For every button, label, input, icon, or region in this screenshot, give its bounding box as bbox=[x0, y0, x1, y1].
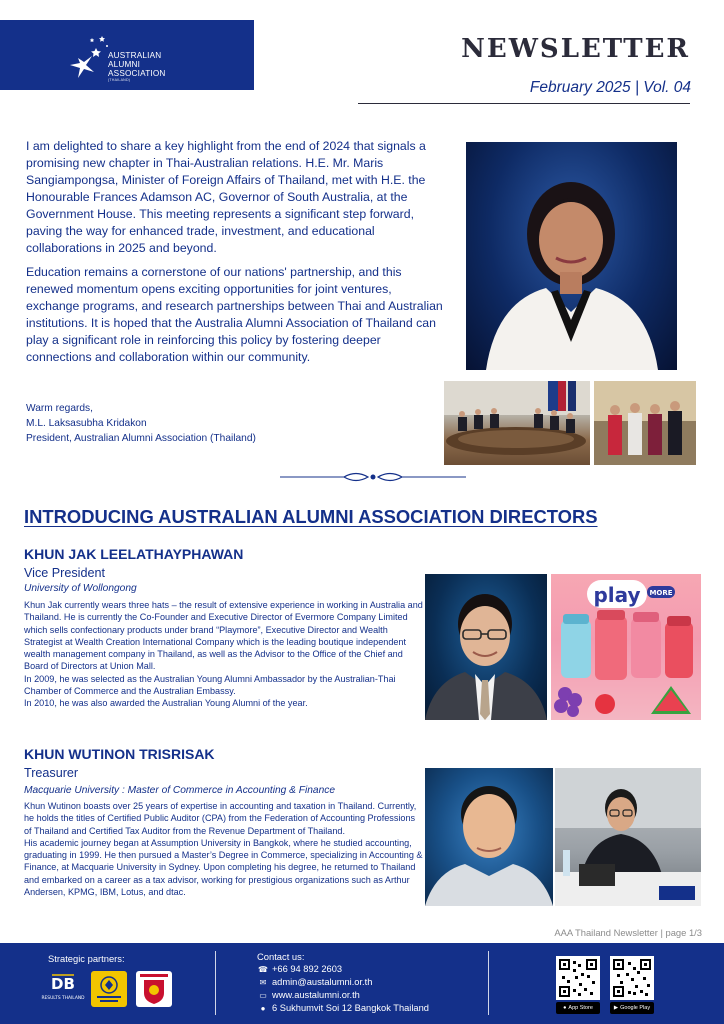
logo-line-2: ALUMNI bbox=[108, 60, 141, 69]
phone-text: +66 94 892 2603 bbox=[272, 964, 343, 974]
director-2-portrait-photo bbox=[425, 768, 553, 906]
director-1-university: University of Wollongong bbox=[24, 583, 137, 594]
regards-text: Warm regards, bbox=[26, 403, 93, 414]
play-triangle-icon: ▶ bbox=[613, 1005, 619, 1011]
contact-website[interactable] bbox=[258, 990, 360, 1000]
monitor-icon: ▭ bbox=[259, 990, 267, 1000]
southern-cross-logo-icon bbox=[64, 28, 108, 82]
signer-name: M.L. Laksasubha Kridakon bbox=[26, 418, 147, 429]
app-store-badge[interactable] bbox=[556, 1002, 600, 1014]
director-2-role: Treasurer bbox=[24, 766, 79, 780]
director-2-bio bbox=[24, 800, 424, 898]
directors-section-title: INTRODUCING AUSTRALIAN ALUMNI ASSOCIATION DIRECTORS bbox=[24, 506, 598, 527]
school-crest-partner-logo[interactable] bbox=[136, 971, 172, 1007]
message-paragraph-2: Education remains a cornerstone of our nations' partnership, and this renewed momentum opens exciting opportunities for joint ventures, exchange programs, and research partnerships between Thai and Australian institutions. It is hoped that the Australia Alumni Association of Thailand can play a significant role in reinforcing this policy by fostering deeper connections and collaboration within our community. bbox=[26, 265, 443, 364]
google-play-label: Google Play bbox=[620, 1005, 651, 1011]
contact-phone[interactable] bbox=[258, 964, 342, 974]
director-2-university: Macquarie University : Master of Commerce in Accounting & Finance bbox=[24, 785, 336, 796]
contact-label: Contact us: bbox=[257, 951, 305, 962]
phone-icon: ☎ bbox=[258, 964, 268, 974]
google-play-badge[interactable] bbox=[610, 1002, 654, 1014]
director-1-name: KHUN JAK LEELATHAYPHAWAN bbox=[24, 546, 244, 562]
group-photo bbox=[594, 381, 696, 465]
partners-label: Strategic partners: bbox=[48, 953, 125, 964]
app-store-qr-code[interactable] bbox=[556, 956, 600, 1000]
logo-sub: (THAILAND) bbox=[108, 78, 131, 82]
president-message bbox=[26, 138, 446, 366]
president-portrait-photo bbox=[466, 142, 677, 370]
director-2-bio-paragraph: Khun Wutinon boasts over 25 years of expertise in accounting and taxation in Thailand. Currently, he holds the titles of Certified Public Auditor (CPA) from the Federation of Accounting Professions of Thailand and Certified Tax Auditor from the Revenue Department of Thailand. bbox=[24, 801, 417, 836]
playmore-product-photo bbox=[551, 574, 701, 720]
location-pin-icon: ● bbox=[260, 1003, 266, 1013]
meeting-table-photo bbox=[444, 381, 590, 465]
app-store-label: App Store bbox=[568, 1005, 593, 1011]
product-brand-text: play bbox=[593, 583, 641, 607]
footer bbox=[0, 943, 724, 1024]
email-text: admin@austalumni.or.th bbox=[272, 977, 373, 987]
director-1-bio-paragraph: In 2010, he was also awarded the Australian Young Alumni of the year. bbox=[24, 698, 308, 709]
director-1-portrait-photo bbox=[425, 574, 547, 720]
logo-line-3: ASSOCIATION bbox=[108, 69, 166, 78]
director-1-bio bbox=[24, 599, 424, 710]
db-partner-sub-text: RESULTS THAILAND bbox=[41, 996, 85, 1001]
director-1-bio-paragraph: In 2009, he was selected as the Australian Young Alumni Ambassador by the Australian-Thai Chamber of Commerce and the Australian Embassy. bbox=[24, 673, 396, 697]
message-paragraph-1: I am delighted to share a key highlight from the end of 2024 that signals a promising new chapter in Thai-Australian relations. H.E. Mr. Maris Sangiampongsa, Minister of Foreign Affairs of Thailand, met with H.E. the Honourable Frances Adamson AC, Governor of South Australia, at the Government House. This meeting represents a significant step forward, paving the way for enhanced trade, investment, and educational collaborations in 2025 and beyond. bbox=[26, 139, 426, 255]
header-rule bbox=[358, 103, 690, 104]
db-partner-text: DB bbox=[51, 975, 75, 993]
director-1-bio-paragraph: Khun Jak currently wears three hats – the result of extensive experience in working in Australia and Thailand. He is currently the Co-Founder and Executive Director of Evermore Company Limited which sells confectionary products under brand “Playmore”, Executive Director and Wealth Strategist at Wealth Creation International Company which is the leading boutique independent wealth management company in Thailand, as well as the Advisor to the Office of the Chief and Board of Directors at Union Mall. bbox=[24, 600, 423, 672]
issue-date: February 2025 | Vol. 04 bbox=[529, 79, 691, 96]
contact-email[interactable] bbox=[258, 977, 372, 987]
google-play-qr-code[interactable] bbox=[610, 956, 654, 1000]
newsletter-title: NEWSLETTER bbox=[461, 34, 690, 64]
director-1-role: Vice President bbox=[24, 566, 105, 580]
logo-line-1: AUSTRALIAN bbox=[108, 51, 162, 60]
website-text: www.austalumni.or.th bbox=[272, 990, 360, 1000]
apple-icon: ● bbox=[563, 1005, 567, 1011]
director-2-name: KHUN WUTINON TRISRISAK bbox=[24, 746, 215, 762]
footer-divider bbox=[488, 951, 489, 1015]
ornament-divider-icon bbox=[280, 469, 466, 485]
signer-title: President, Australian Alumni Association (Thailand) bbox=[26, 433, 256, 444]
association-logo bbox=[0, 20, 254, 90]
contact-address bbox=[258, 1003, 429, 1013]
mail-icon: ✉ bbox=[259, 977, 267, 987]
db-results-partner-logo[interactable] bbox=[41, 971, 85, 1007]
address-text: 6 Sukhumvit Soi 12 Bangkok Thailand bbox=[272, 1003, 429, 1013]
alumni-network-partner-logo[interactable] bbox=[91, 971, 127, 1007]
footer-divider bbox=[215, 951, 216, 1015]
signature-block bbox=[26, 401, 356, 446]
product-brand-more-text: MORE bbox=[649, 589, 673, 597]
page-number: AAA Thailand Newsletter | page 1/3 bbox=[554, 927, 702, 938]
director-2-bio-paragraph: His academic journey began at Assumption University in Bangkok, where he studied accounting, graduating in 1999. He then pursued a Master’s Degree in Commerce, specializing in Accounting & Finance, at Macquarie University in Sydney. Upon completing his degree, he returned to Thailand and embarked on a career as a tax advisor, working for prestigious organizations such as Arthur Andersen, KPMG, IBM, Lotus, and dtac. bbox=[24, 837, 423, 898]
director-2-speaking-photo bbox=[555, 768, 701, 906]
